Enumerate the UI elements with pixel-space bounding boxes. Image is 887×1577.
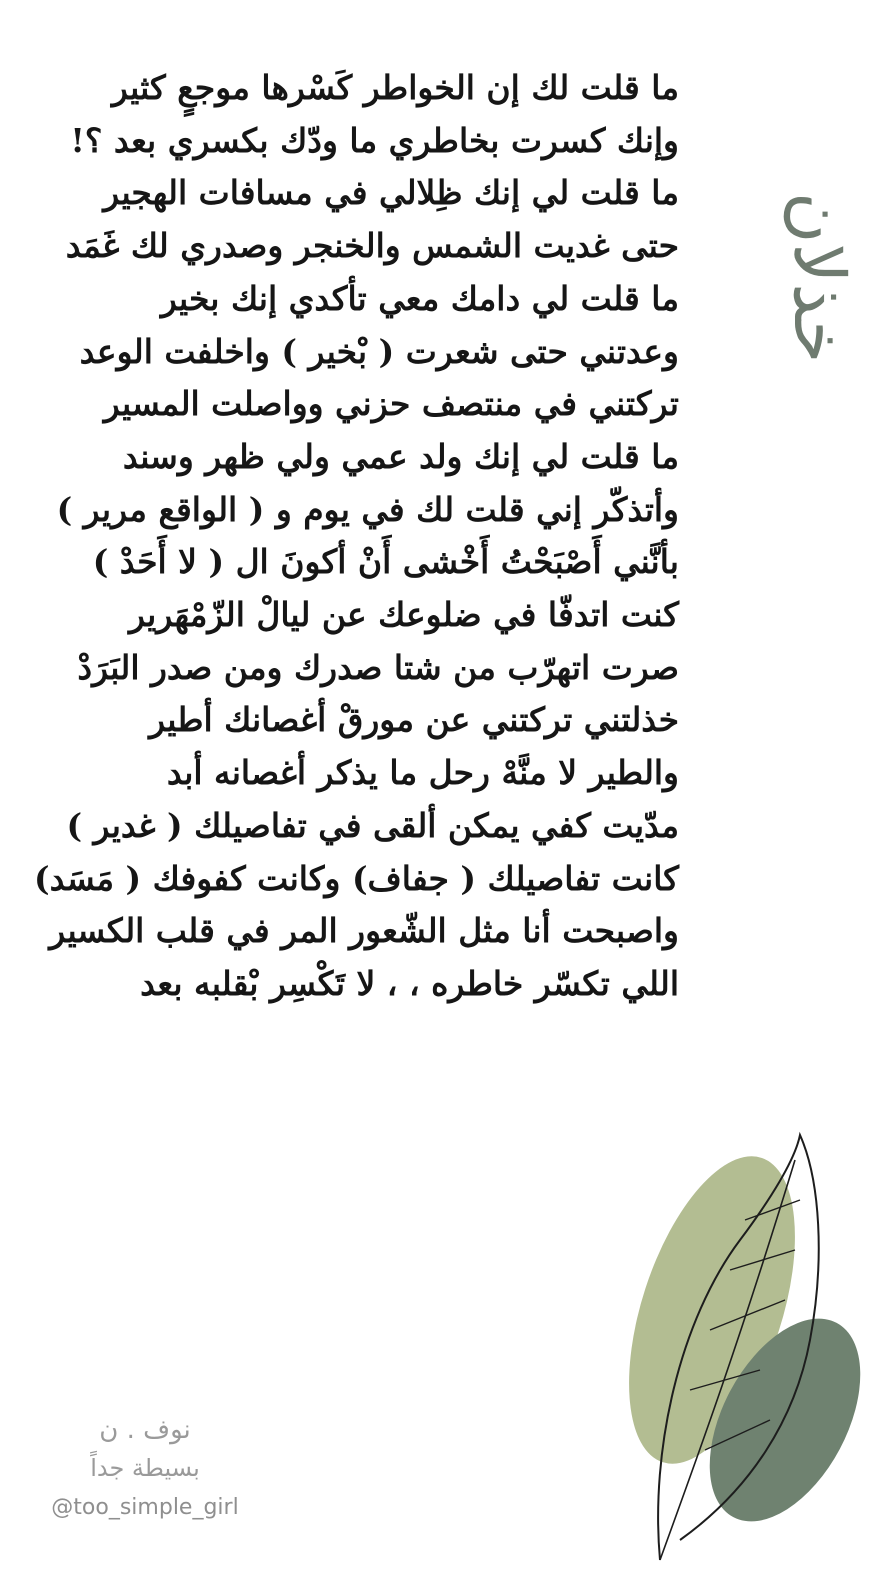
- poem-line: بأنَّني أَصْبَحْتُ أَخْشى أَنْ أكونَ ال ( لا أَحَدْ ): [92, 542, 679, 582]
- poem-line: ما قلت لي دامك معي تأكدي إنك بخير: [160, 278, 679, 318]
- poem-line: تركتني في منتصف حزني وواصلت المسير: [103, 384, 679, 424]
- poem-line: ما قلت لي إنك ظِلالي في مسافات الهجير: [103, 173, 679, 213]
- poem-line: خذلتني تركتني عن مورقْ أغصانك أطير: [149, 700, 679, 740]
- poem-line: مدّيت كفي يمكن ألقى في تفاصيلك ( غدير ): [66, 805, 679, 845]
- poem-line: واصبحت أنا مثل الشّعور المر في قلب الكسير: [49, 911, 679, 951]
- poem-line: ما قلت لك إن الخواطر كَسْرها موجعٍ كثير: [111, 68, 679, 107]
- poem-line: وأتذكّر إني قلت لك في يوم و ( الواقع مرير ): [56, 489, 679, 529]
- author-subtitle: بسيطة جداً: [90, 1454, 200, 1482]
- author-name: نوف . ن: [99, 1415, 191, 1445]
- poem-line: صرت اتهرّب من شتا صدرك ومن صدر البَرَدْ: [77, 647, 679, 687]
- poem-line: حتى غديت الشمس والخنجر وصدري لك غَمَد: [65, 226, 679, 266]
- poem: [7, 62, 679, 1011]
- poem-line: كانت تفاصيلك ( جفاف) وكانت كفوفك ( مَسَد): [34, 858, 679, 898]
- poem-line: كنت اتدفّا في ضلوعك عن ليالْ الزّمْهَرير: [128, 595, 679, 635]
- signature: [40, 1412, 250, 1528]
- poem-line: اللي تكسّر خاطره ، ، لا تَكْسِر بْقلبه بعد: [140, 963, 679, 1003]
- poem-line: وعدتني حتى شعرت ( بْخير ) واخلفت الوعد: [79, 331, 679, 371]
- poem-line: والطير لا منَّهْ رحل ما يذكر أغصانه أبد: [166, 753, 679, 793]
- poem-line: وإنك كسرت بخاطري ما ودّك بكسري بعد ؟!: [70, 120, 679, 160]
- poem-line: ما قلت لي إنك ولد عمي ولي ظهر وسند: [122, 436, 679, 476]
- author-handle: @too_simple_girl: [51, 1495, 239, 1520]
- page-title: خذلان: [778, 192, 860, 364]
- leaf-illustration: [620, 1120, 887, 1577]
